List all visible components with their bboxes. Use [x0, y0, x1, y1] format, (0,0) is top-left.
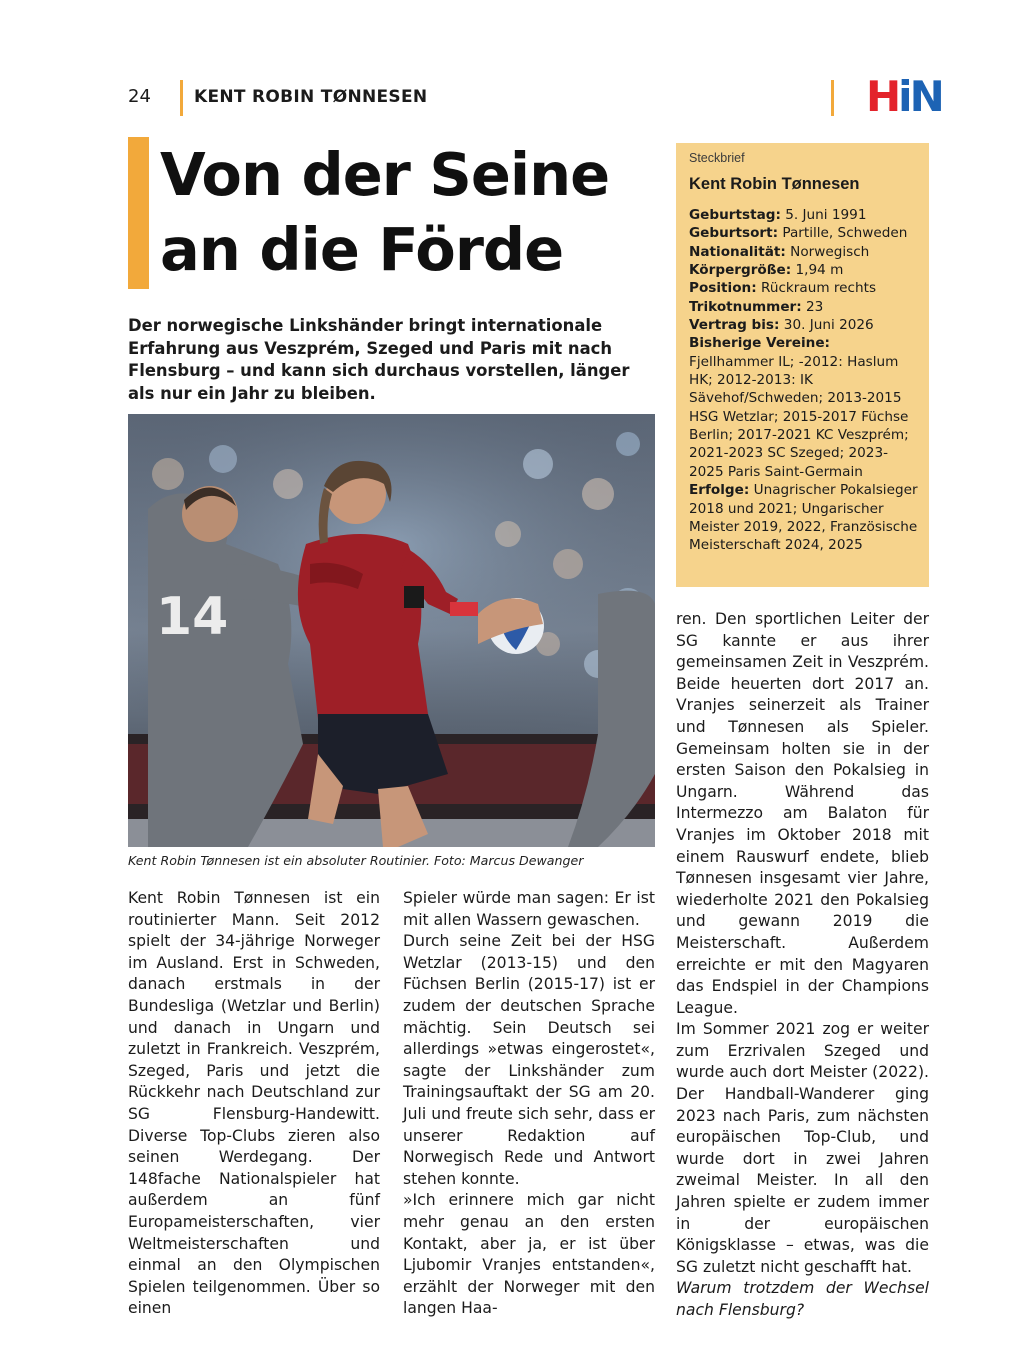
fact-position	[689, 279, 919, 297]
body-paragraph: »Ich erinnere mich gar nicht mehr genau an den ersten Kontakt, aber ja, er ist über Ljubomir Vranjes entstanden«, erzählt der Norweger mit den langen Haa-	[403, 1191, 655, 1318]
body-paragraph: Im Sommer 2021 zog er weiter zum Erzrivalen Szeged und wurde auch dort Meister (2022). Der Handball-Wanderer ging 2023 nach Paris, zum nächsten europäischen Top-Club, und wurde dort in zwei Jahren zweimal Meister. In all den Jahren spielte er zudem immer in der europäischen Königsklasse – etwas, was die SG zuletzt nicht geschafft hat.	[676, 1020, 929, 1276]
fact-achievements	[689, 481, 919, 554]
factbox-player-name: Kent Robin Tønnesen	[689, 175, 860, 193]
header-divider	[180, 80, 183, 116]
logo-letter-i: i	[898, 72, 910, 121]
article-photo	[128, 414, 655, 847]
fact-label: Trikotnummer:	[689, 298, 802, 315]
factbox-details	[689, 206, 919, 555]
fact-value: Partille, Schweden	[782, 225, 908, 242]
handball-photo-illustration	[128, 414, 655, 847]
fact-label: Bisherige Vereine:	[689, 335, 830, 352]
fact-value: Rückraum rechts	[761, 280, 877, 297]
interview-question: Warum trotzdem der Wechsel nach Flensburg?	[676, 1279, 929, 1319]
fact-value: 30. Juni 2026	[783, 317, 874, 334]
logo-letter-n: N	[909, 72, 942, 121]
fact-birthday	[689, 206, 919, 224]
fact-label: Körpergröße:	[689, 262, 792, 279]
body-paragraph: Durch seine Zeit bei der HSG Wetzlar (2013-15) und den Füchsen Berlin (2015-17) ist er zudem der deutschen Sprache mächtig. Sein Deutsch sei allerdings »etwas eingerostet«, sagte der Linkshänder zum Trainingsauftakt der SG am 20. Juli und freute sich sehr, dass er unserer Redaktion auf Norwegisch Rede und Antwort stehen konnte.	[403, 932, 655, 1188]
magazine-logo	[866, 74, 942, 120]
fact-label: Geburtstag:	[689, 207, 781, 223]
fact-value: 1,94 m	[795, 262, 844, 279]
headline	[160, 137, 670, 287]
section-title: KENT ROBIN TØNNESEN	[194, 87, 428, 107]
body-column-3	[676, 609, 929, 1322]
body-column-1	[128, 888, 380, 1320]
headline-line-1: Von der Seine	[160, 140, 610, 209]
fact-value: Unagrischer Pokalsieger 2018 und 2021; Ungarischer Meister 2019, 2022, Französische Meisterschaft 2024, 2025	[689, 482, 918, 554]
fact-jersey-number	[689, 298, 919, 316]
body-paragraph: Kent Robin Tønnesen ist ein routinierter Mann. Seit 2012 spielt der 34-jährige Norweger im Ausland. Erst in Schweden, danach erstmals in der Bundesliga (Wetzlar und Berlin) und danach in Ungarn und zuletzt in Frankreich. Veszprém, Szeged, Paris und jetzt die Rückkehr nach Deutschland zur SG Flensburg-Handewitt. Diverse Top-Clubs zieren also seinen Werdegang. Der 148fache Nationalspieler hat außerdem an fünf Europameisterschaften, vier Weltmeisterschaften und einmal an den Olympischen Spielen teilgenommen. Über so einen	[128, 889, 380, 1318]
fact-label: Erfolge:	[689, 482, 750, 499]
fact-previous-clubs	[689, 334, 919, 481]
fact-value: Fjellhammer IL; -2012: Haslum HK; 2012-2013: IK Sävehof/Schweden; 2013-2015 HSG Wetzlar; 2015-2017 Füchse Berlin; 2017-2021 KC Veszprém; 2021-2023 SC Szeged; 2023-2025 Paris Saint-Germain	[689, 353, 909, 480]
fact-birthplace	[689, 224, 919, 242]
svg-text:14: 14	[156, 587, 229, 647]
fact-nationality	[689, 243, 919, 261]
factbox-kicker: Steckbrief	[689, 151, 745, 165]
photo-caption: Kent Robin Tønnesen ist ein absoluter Routinier. Foto: Marcus Dewanger	[128, 853, 584, 868]
page-number: 24	[128, 86, 151, 107]
fact-label: Position:	[689, 280, 757, 297]
fact-contract	[689, 316, 919, 334]
logo-letter-h: H	[866, 72, 899, 121]
fact-label: Vertrag bis:	[689, 317, 780, 334]
body-column-2	[403, 888, 655, 1320]
logo-divider	[831, 80, 834, 116]
headline-line-2: an die Förde	[160, 215, 564, 284]
fact-label: Nationalität:	[689, 243, 786, 260]
fact-height	[689, 261, 919, 279]
fact-value: 5. Juni 1991	[785, 207, 867, 223]
lead-paragraph: Der norwegische Linkshänder bringt internationale Erfahrung aus Veszprém, Szeged und Paris mit nach Flensburg – und kann sich durchaus vorstellen, länger als nur ein Jahr zu bleiben.	[128, 316, 630, 403]
fact-label: Geburtsort:	[689, 225, 779, 242]
fact-value: Norwegisch	[790, 243, 870, 260]
fact-value: 23	[806, 298, 824, 315]
body-paragraph: Spieler würde man sagen: Er ist mit allen Wassern gewaschen.	[403, 889, 655, 929]
body-paragraph: ren. Den sportlichen Leiter der SG kannte er aus ihrer gemeinsamen Zeit in Veszprém. Beide heuerten dort 2017 an. Vranjes seinerzeit als Trainer und Tønnesen als Spieler. Gemeinsam holten sie in der ersten Saison den Pokalsieg in Ungarn. Während das Intermezzo am Balaton für Vranjes im Oktober 2018 mit einem Rauswurf endete, blieb Tønnesen insgesamt vier Jahre, wiederholte 2021 den Pokalsieg und gewann 2019 die Meisterschaft. Außerdem erreichte er mit den Magyaren das Endspiel in der Champions League.	[676, 610, 929, 1017]
headline-accent-bar	[128, 137, 149, 289]
